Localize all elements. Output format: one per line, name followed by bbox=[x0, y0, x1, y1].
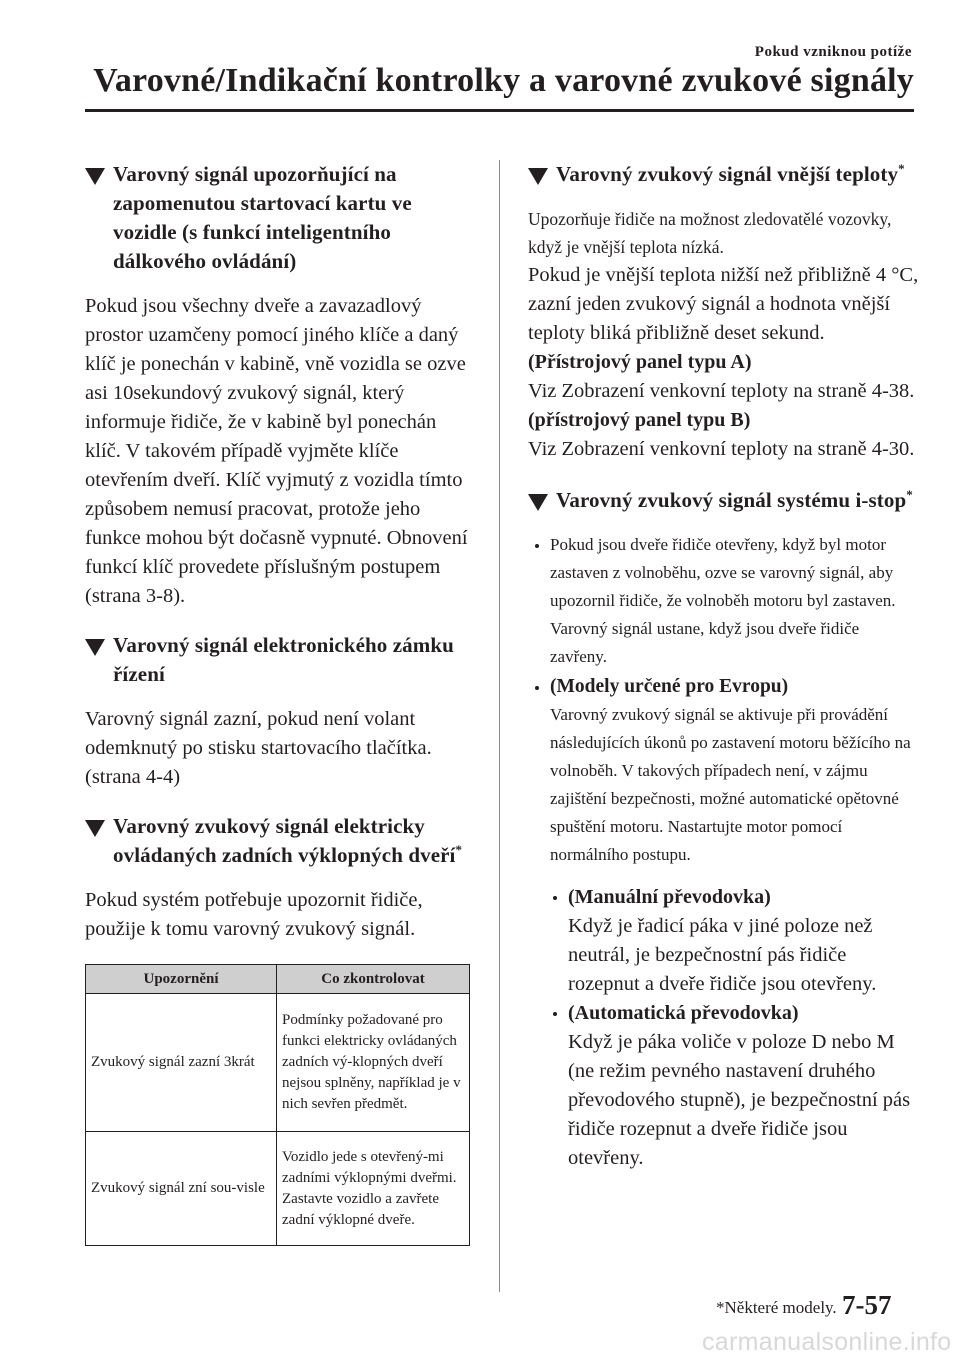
section-title-text: Varovný zvukový signál systému i-stop bbox=[556, 488, 907, 512]
europe-models-text: Varovný zvukový signál se aktivuje při provádění následujících úkonů po zastavení motoru běžícího na volnoběh. V takových případech není, v zájmu zajištění bezpečnosti, možné automatické opětovné spuštění motoru. Nastartujte motor pomocí normálního postupu. bbox=[550, 705, 911, 864]
automatic-transmission-text: Když je páka voliče v poloze D nebo M (ne režim pevného nastavení druhého převodového stupně), je bezpečnostní pás řidiče rozepnut a dveře řidiče jsou otevřeny. bbox=[568, 1031, 911, 1169]
left-column bbox=[85, 160, 470, 1246]
table-cell-signal: Zvukový signál zní sou-visle bbox=[86, 1132, 277, 1246]
section-triangle-icon bbox=[85, 639, 105, 656]
section-title-outside-temp bbox=[528, 160, 920, 189]
header-divider bbox=[85, 109, 914, 112]
watermark: carmanualsonline.info bbox=[702, 1328, 952, 1356]
table-header-warning: Upozornění bbox=[86, 965, 277, 994]
i-stop-door-text: Pokud jsou dveře řidiče otevřeny, když byl motor zastaven z volnoběhu, ozve se varovný signál, aby upozornil řidiče, že volnoběh motoru byl zastaven. Varovný signál ustane, když jsou dveře řidiče zavřeny. bbox=[550, 535, 896, 666]
page-header bbox=[0, 0, 960, 120]
card-reminder-text: Pokud jsou všechny dveře a zavazadlový prostor uzamčeny pomocí jiného klíče a daný klíč je ponechán v kabině, vně vozidla se ozve asi 10sekundový zvukový signál, který informuje řidiče, že v kabině byl ponechán klíč. V takovém případě vyjměte klíče otevřením dveří. Klíč vyjmutý z vozidla tímto způsobem nemusí pracovat, protože jeho funkce mohou být dočasně vypnuté. Obnovení funkcí klíč provedete příslušným postupem (strana 3-8). bbox=[85, 295, 468, 607]
list-item bbox=[528, 673, 920, 869]
section-title-card-reminder bbox=[85, 160, 470, 276]
table-cell-check: Vozidlo jede s otevřený-mi zadními výklopnými dveřmi. Zastavte vozidlo a zavřete zadní výklopné dveře. bbox=[277, 1132, 470, 1246]
panel-type-a-heading: (Přístrojový panel typu A) bbox=[528, 351, 752, 373]
panel-type-b-text: Viz Zobrazení venkovní teploty na straně 4-30. bbox=[528, 438, 915, 460]
model-asterisk: * bbox=[455, 842, 463, 857]
page-number: 7-57 bbox=[842, 1290, 892, 1320]
europe-models-heading: (Modely určené pro Evropu) bbox=[550, 676, 789, 697]
section-title-text: Varovný zvukový signál vnější teploty bbox=[556, 162, 899, 186]
section-title-text: Varovný zvukový signál elektricky ovládaných zadních výklopných dveří bbox=[113, 814, 456, 867]
automatic-transmission-heading: (Automatická převodovka) bbox=[568, 1002, 799, 1024]
model-asterisk: * bbox=[898, 161, 905, 176]
outside-temp-text: Pokud je vnější teplota nižší než přibližně 4 °C, zazní jeden zvukový signál a hodnota vnější teploty bliká přibližně deset sekund. bbox=[528, 264, 919, 344]
transmission-conditions bbox=[546, 883, 920, 1173]
table-header-row bbox=[86, 965, 470, 994]
bullet-icon bbox=[553, 896, 557, 900]
manual-transmission-heading: (Manuální převodovka) bbox=[568, 886, 771, 908]
manual-transmission-text: Když je řadicí páka v jiné poloze než neutrál, je bezpečnostní pás řidiče rozepnut a dveře řidiče jsou otevřeny. bbox=[568, 915, 877, 995]
steering-lock-text: Varovný signál zazní, pokud není volant odemknutý po stisku startovacího tlačítka. (strana 4-4) bbox=[85, 708, 432, 788]
list-item bbox=[546, 999, 920, 1173]
outside-temp-intro: Upozorňuje řidiče na možnost zledovatělé vozovky, když je vnější teplota nízká. bbox=[528, 209, 892, 257]
list-item bbox=[546, 883, 920, 999]
section-title-power-liftgate bbox=[85, 812, 470, 870]
table-row bbox=[86, 994, 470, 1132]
section-triangle-icon bbox=[528, 168, 548, 185]
chapter-label: Pokud vzniknou potíže bbox=[754, 44, 912, 60]
section-title-i-stop bbox=[528, 486, 920, 515]
model-asterisk: * bbox=[906, 487, 913, 502]
section-triangle-icon bbox=[528, 494, 548, 511]
panel-type-a-text: Viz Zobrazení venkovní teploty na straně 4-38. bbox=[528, 380, 915, 402]
footnote: *Některé modely. bbox=[716, 1298, 837, 1317]
right-column bbox=[528, 160, 920, 1173]
bullet-icon bbox=[535, 686, 539, 690]
panel-type-b-heading: (přístrojový panel typu B) bbox=[528, 409, 751, 431]
table-header-check: Co zkontrolovat bbox=[277, 965, 470, 994]
bullet-icon bbox=[535, 544, 539, 548]
list-item bbox=[528, 531, 920, 671]
section-title-steering-lock bbox=[85, 631, 470, 689]
table-row bbox=[86, 1132, 470, 1246]
liftgate-signal-table bbox=[85, 964, 470, 1246]
section-triangle-icon bbox=[85, 820, 105, 837]
bullet-icon bbox=[553, 1012, 557, 1016]
power-liftgate-text: Pokud systém potřebuje upozornit řidiče, použije k tomu varovný zvukový signál. bbox=[85, 889, 423, 940]
column-divider bbox=[499, 160, 500, 1292]
section-triangle-icon bbox=[85, 168, 105, 185]
table-cell-signal: Zvukový signál zazní 3krát bbox=[86, 994, 277, 1132]
table-cell-check: Podmínky požadované pro funkci elektricky ovládaných zadních vý-klopných dveří nejsou splněny, například je v nich sevřen předmět. bbox=[277, 994, 470, 1132]
section-title-text: Varovný signál upozorňující na zapomenutou startovací kartu ve vozidle (s funkcí inteligentního dálkového ovládání) bbox=[113, 162, 412, 273]
page-title: Varovné/Indikační kontrolky a varovné zvukové signály bbox=[93, 62, 914, 99]
section-title-text: Varovný signál elektronického zámku řízení bbox=[113, 633, 454, 686]
